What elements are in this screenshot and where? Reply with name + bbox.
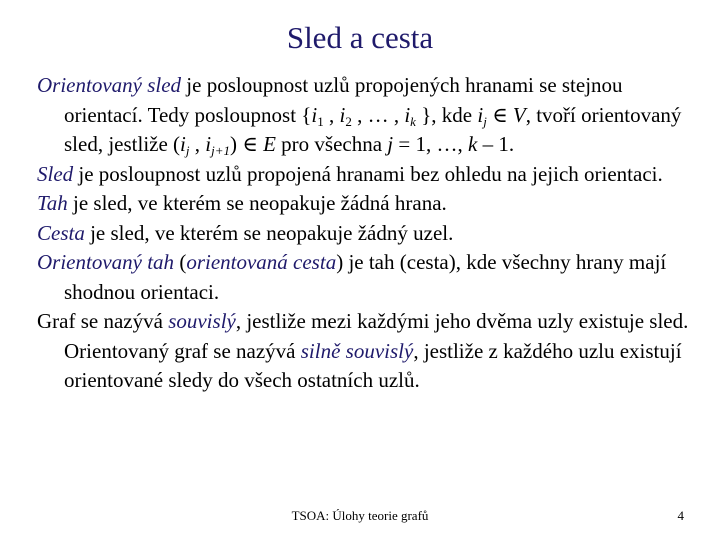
subscript: j (483, 113, 487, 129)
term-oriented-path: orientovaná cesta (186, 250, 337, 274)
term-oriented-trail: Orientovaný tah (37, 250, 175, 274)
text-segment: je posloupnost uzlů propojená hranami bez ohledu na jejich orientaci. (73, 161, 663, 186)
slide-body (37, 71, 697, 396)
text-segment: Graf se nazývá (37, 309, 169, 333)
subscript: j+1 (211, 142, 231, 158)
text-segment: je posloupnost uzlů propojených hranami se stejnou orientací. Tedy posloupnost { (64, 73, 623, 127)
subscript: 2 (345, 113, 352, 129)
text-segment: ( (174, 250, 187, 274)
text-segment: pro všechna (275, 132, 388, 156)
var-i: i (180, 132, 186, 156)
var-j: j (387, 132, 394, 156)
text-segment: je sled, ve kterém se neopakuje žádný uzel. (84, 220, 454, 245)
var-k: k (467, 132, 478, 156)
text-segment: , … , (351, 102, 405, 127)
definition-oriented-walk (37, 71, 697, 160)
var-i: i (404, 102, 411, 127)
definition-connected (37, 307, 697, 396)
term-trail: Tah (37, 191, 68, 215)
slide-title: Sled a cesta (286, 20, 434, 55)
text-segment: ∈ (486, 102, 513, 127)
text-segment: , jestliže z každého uzlu existují orientované sledy do všech ostatních uzlů. (64, 338, 682, 392)
text-segment: , (323, 102, 340, 127)
definition-oriented-trail (37, 248, 697, 307)
text-segment: , jestliže mezi každými jeho dvěma uzly existuje sled. Orientovaný graf se nazývá (64, 309, 689, 363)
var-i: i (205, 132, 212, 156)
definition-walk (37, 160, 697, 190)
var-i: i (477, 102, 484, 127)
term-walk: Sled (37, 161, 74, 186)
var-i: i (311, 102, 318, 127)
text-segment: ) je tah (cesta), kde všechny hrany mají shodnou orientaci. (64, 250, 667, 304)
page-number: 4 (677, 508, 684, 523)
definition-trail (37, 189, 697, 219)
text-segment: = 1, …, (393, 132, 468, 156)
var-E: E (263, 132, 276, 156)
text-segment: , (189, 132, 206, 156)
text-segment: }, kde (415, 102, 478, 127)
subscript: 1 (317, 113, 324, 129)
var-i: i (339, 102, 346, 127)
var-V: V (512, 102, 526, 127)
text-segment: ) ∈ (230, 132, 264, 156)
text-segment: , tvoří orientovaný sled, jestliže ( (64, 102, 682, 156)
text-segment: – 1. (477, 132, 515, 156)
subscript: k (410, 113, 416, 129)
definition-path (37, 219, 697, 249)
footer-title: TSOA: Úlohy teorie grafů (291, 508, 429, 523)
subscript: j (185, 142, 190, 158)
term-path: Cesta (37, 220, 85, 245)
term-strongly-connected: silně souvislý (300, 338, 414, 363)
text-segment: je sled, ve kterém se neopakuje žádná hrana. (67, 191, 447, 215)
term-connected: souvislý (168, 309, 236, 333)
term-oriented-walk: Orientovaný sled (37, 73, 182, 97)
